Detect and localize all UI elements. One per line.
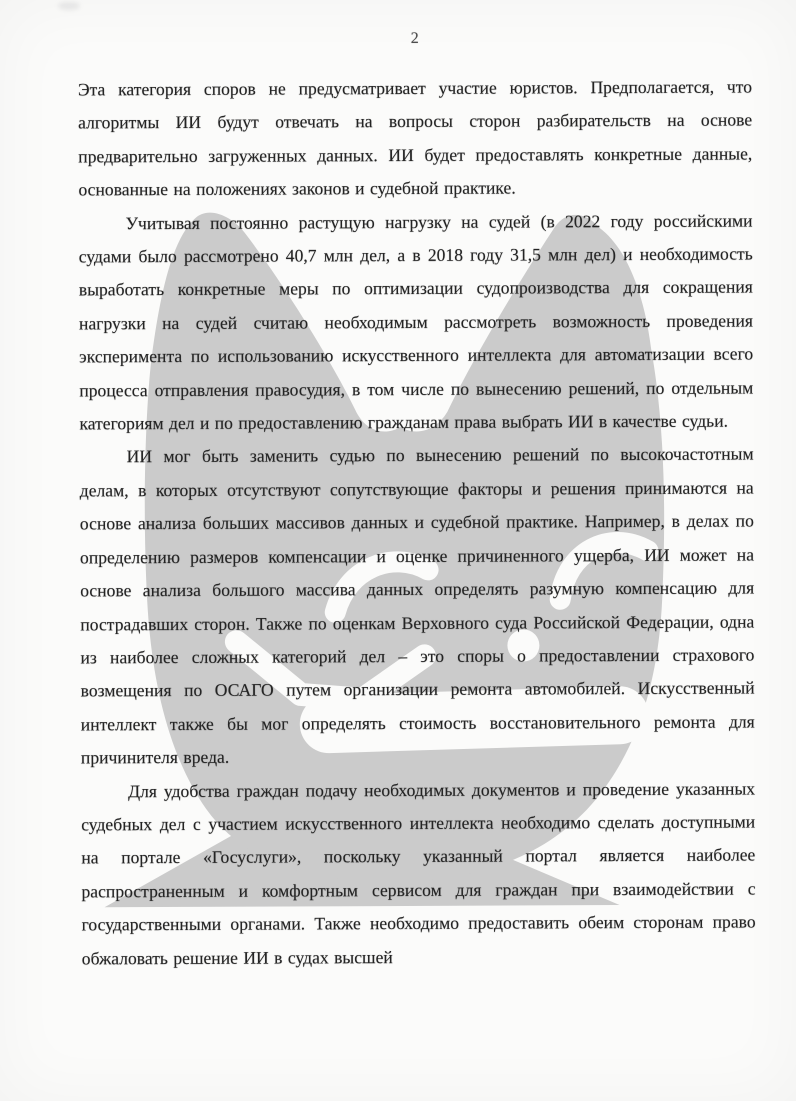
paragraph-1: Эта категория споров не предусматривает участие юристов. Предполагается, что алгоритмы ИИ будут отвечать на вопросы сторон разбирательств на основе предварительно загруженных данных. ИИ будет предоставлять конкретные данные, основанные на положениях законов и судебной практике. — [77, 76, 753, 200]
document-body — [78, 70, 756, 975]
paragraph-2: Учитывая постоянно растущую нагрузку на судей (в 2022 году российскими судами было рассмотрено 40,7 млн дел, а в 2018 году 31,5 млн дел) и необходимость выработать конкретные меры по оптимизации судопроизводства для сокращения нагрузки на судей считаю необходимым рассмотреть возможность проведения эксперимента по использованию искусственного интеллекта для автоматизации всего процесса отправления правосудия, в том числе по вынесению решений, по отдельным категориям дел и по предоставлению гражданам права выбрать ИИ в качестве судьи. — [78, 210, 754, 434]
paragraph-3: ИИ мог быть заменить судью по вынесению решений по высокочастотным делам, в которых отсутствуют сопутствующие факторы и решения принимаются на основе анализа больших массивов данных и судебной практике. Например, в делах по определению размеров компенсации и оценке причиненного ущерба, ИИ может на основе анализа большого массива данных определять разумную компенсацию для пострадавших сторон. Также по оценкам Верховного суда Российской Федерации, одна из наиболее сложных категорий дел – это споры о предоставлении страхового возмещения по ОСАГО путем организации ремонта автомобилей. Искусственный интеллект также бы мог определять стоимость восстановительного ремонта для причинителя вреда. — [79, 443, 755, 768]
paragraph-4: Для удобства граждан подачу необходимых документов и проведение указанных судебных дел с участием искусственного интеллекта необходимо сделать доступными на портале «Госуслуги», поскольку указанный портал является наиболее распространенным и комфортным сервисом для граждан при взаимодействии с государственными органами. Также необходимо предоставить обеим сторонам право обжаловать решение ИИ в судах высшей — [81, 777, 756, 968]
page-number: 2 — [410, 29, 419, 47]
